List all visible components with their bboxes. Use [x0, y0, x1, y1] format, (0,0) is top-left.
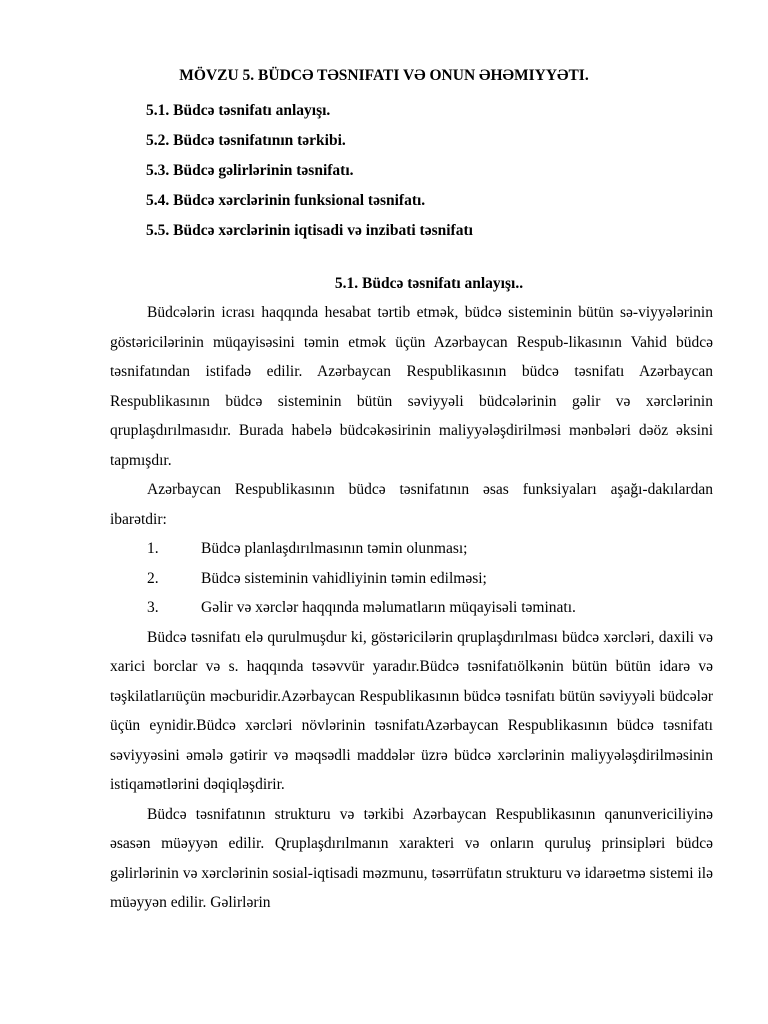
list-item-number: 3.	[147, 599, 159, 616]
paragraph: Büdcə təsnifatı elə qurulmuşdur ki, göstəricilərin qruplaşdırılması büdcə xərcləri, daxili və xarici borclar və s. haqqında təsəvvür yaradır.Büdcə təsnifatıölkənin bütün bütün idarə və təşkilatlarıüçün məcburidir.Azərbaycan Respublikasının büdcə təsnifatı bütün səviyyəli büdcələr üçün eynidir.Büdcə xərcləri növlərinin təsnifatıAzərbaycan Respublikasının büdcə təsnifatı səviyyəsini əmələ gətirir və məqsədli maddələr üzrə büdcə xərclərinin maliyyələşdirilməsinin istiqamətlərini dəqiqləşdirir.	[110, 628, 713, 793]
list-item	[110, 593, 713, 623]
paragraph: Azərbaycan Respublikasının büdcə təsnifatının əsas funksiyaları aşağı-dakılardan ibarətdir:	[110, 481, 713, 528]
list-item	[110, 564, 713, 594]
toc-item: 5.5. Büdcə xərclərinin iqtisadi və inzibati təsnifatı	[146, 222, 473, 239]
functions-list	[110, 534, 713, 623]
paragraph: Büdcə təsnifatının strukturu və tərkibi Azərbaycan Respublikasının qanunvericiliyinə əsasən müəyyən edilir. Qruplaşdırılmanın xarakteri və onların quruluş prinsipləri büdcə gəlirlərinin və xərclərinin sosial-iqtisadi məzmunu, təsərrüfatın strukturu və idarəetmə sistemi ilə müəyyən edilir. Gəlirlərin	[110, 805, 713, 911]
toc-item: 5.3. Büdcə gəlirlərinin təsnifatı.	[146, 162, 354, 179]
table-of-contents	[146, 96, 473, 246]
list-item	[110, 534, 713, 564]
toc-item: 5.1. Büdcə təsnifatı anlayışı.	[146, 102, 331, 119]
list-item-text: Büdcə sisteminin vahidliyinin təmin edilməsi;	[201, 569, 487, 587]
section-heading: 5.1. Büdcə təsnifatı anlayışı..	[334, 275, 524, 292]
list-item-number: 2.	[147, 569, 159, 587]
paragraph: Büdcələrin icrası haqqında hesabat tərtib etmək, büdcə sisteminin bütün sə-viyyələrinin göstəricilərinin müqayisəsini təmin etmək üçün Azərbaycan Respub-likasının Vahid büdcə təsnifatından istifadə edilir. Azərbaycan Respublikasının büdcə təsnifatı Azərbaycan Respublikasının büdcə sisteminin bütün səviyyəli büdcələrinin gəlir və xərclərinin qruplaşdırılmasıdır. Burada habelə büdcəkəsirinin maliyyələşdirilməsi mənbələri dəöz əksini tapmışdır.	[110, 304, 713, 469]
list-item-text: Gəlir və xərclər haqqında məlumatların müqayisəli təminatı.	[201, 599, 576, 616]
list-item-number: 1.	[147, 540, 159, 557]
page-title: MÖVZU 5. BÜDCƏ TƏSNIFATI VƏ ONUN ƏHƏMIYYƏTI.	[179, 67, 589, 84]
toc-item: 5.4. Büdcə xərclərinin funksional təsnifatı.	[146, 192, 426, 209]
body-text	[110, 298, 713, 918]
list-item-text: Büdcə planlaşdırılmasının təmin olunması;	[201, 540, 468, 557]
toc-item: 5.2. Büdcə təsnifatının tərkibi.	[146, 132, 346, 149]
